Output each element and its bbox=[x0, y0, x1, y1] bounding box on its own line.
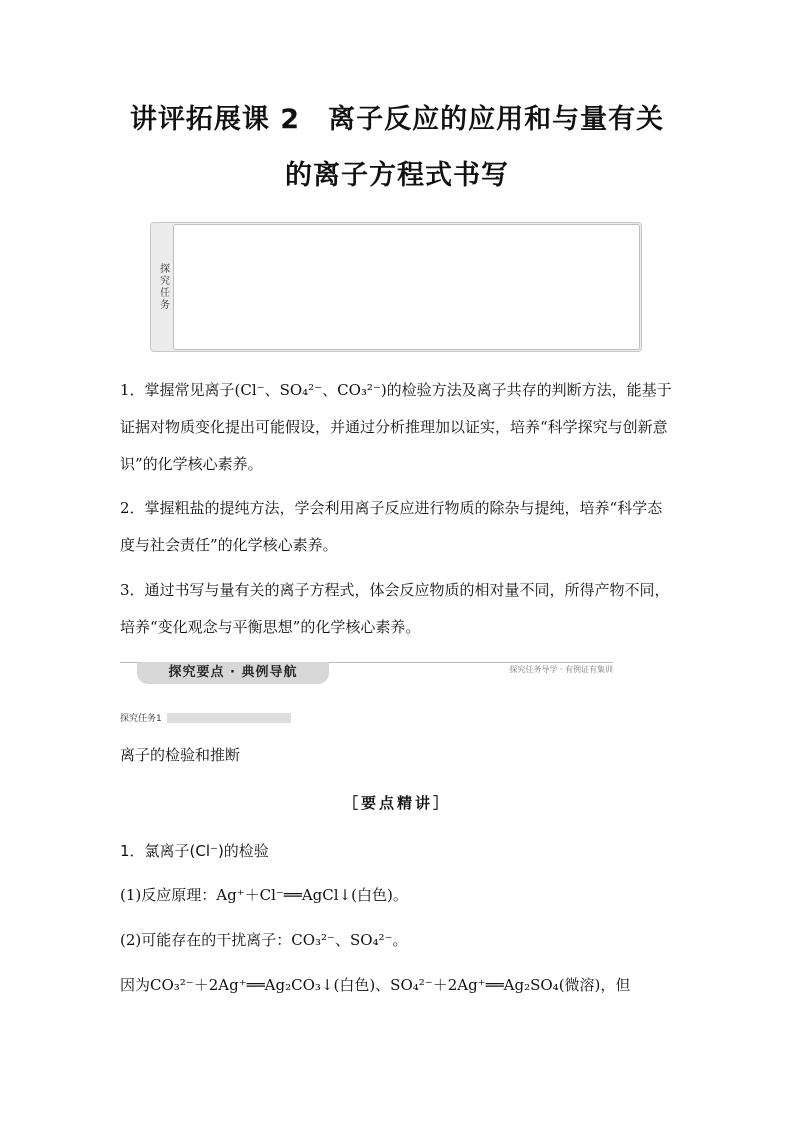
task1-label: 探究任务1 bbox=[120, 714, 162, 724]
objective-2: 2．掌握粗盐的提纯方法，学会利用离子反应进行物质的除杂与提纯，培养“科学态度与社会责任”的化学核心素养。 bbox=[120, 499, 663, 554]
page-title-line2: 的离子方程式书写 bbox=[285, 160, 509, 191]
section-banner-subtitle: 探究任务导学 · 有例证有集训 bbox=[509, 665, 613, 674]
page-title-line1: 讲评拓展课 2 离子反应的应用和与量有关 bbox=[129, 104, 665, 135]
objective-3: 3．通过书写与量有关的离子方程式，体会反应物质的相对量不同，所得产物不同，培养“变化观念与平衡思想”的化学核心素养。 bbox=[120, 581, 670, 636]
task1-bar bbox=[167, 713, 291, 723]
key-points-heading: ［要点精讲］ bbox=[342, 794, 451, 812]
objective-1: 1．掌握常见离子(Cl⁻、SO₄²⁻、CO₃²⁻)的检验方法及离子共存的判断方法，能基于证据对物质变化提出可能假设，并通过分析推理加以证实，培养“科学探究与创新意识”的化学核心素养。 bbox=[120, 381, 672, 473]
point-explanation: 因为CO₃²⁻＋2Ag⁺══Ag₂CO₃↓(白色)、SO₄²⁻＋2Ag⁺══Ag₂SO₄(微溶)，但 bbox=[120, 976, 631, 994]
task1-heading: 离子的检验和推断 bbox=[120, 746, 241, 764]
section-banner: 探究要点 · 典例导航 bbox=[137, 662, 329, 684]
task-box-content bbox=[173, 224, 640, 350]
point-reaction-principle: (1)反应原理：Ag⁺＋Cl⁻══AgCl↓(白色)。 bbox=[120, 886, 408, 904]
point-heading-chloride: 1．氯离子(Cl⁻)的检验 bbox=[120, 842, 269, 860]
task-box bbox=[150, 222, 642, 352]
point-interfering-ions: (2)可能存在的干扰离子：CO₃²⁻、SO₄²⁻。 bbox=[120, 931, 408, 949]
task-box-label: 探究任务 bbox=[157, 263, 169, 311]
